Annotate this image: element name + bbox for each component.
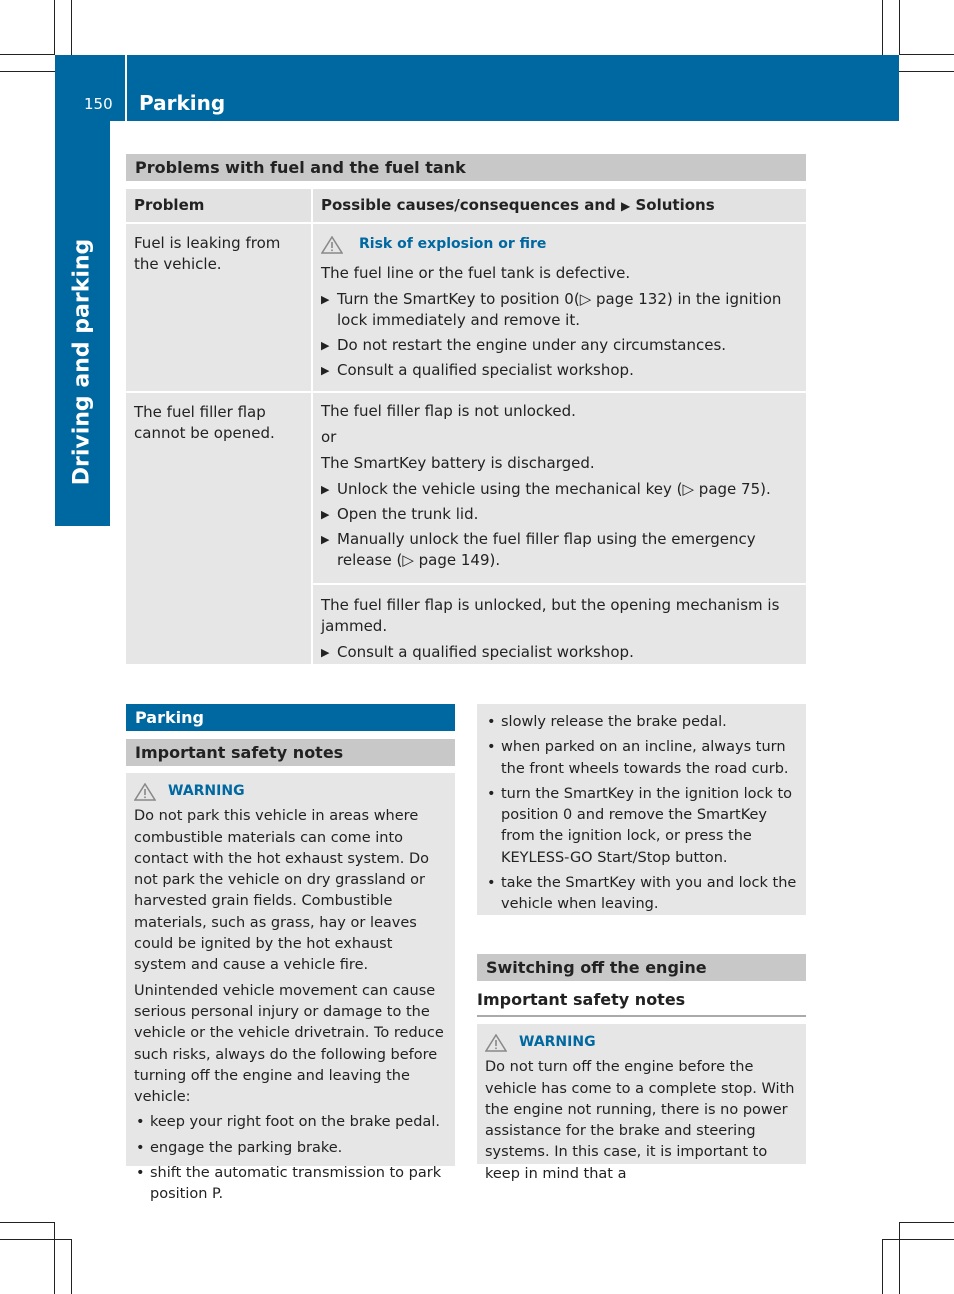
side-tab-label: Driving and parking xyxy=(69,238,95,486)
crop-mark xyxy=(71,0,72,55)
col-header-causes-label: Possible causes/consequences and xyxy=(321,196,616,214)
cause-text: The fuel filler flap is not unlocked. xyxy=(321,402,576,420)
warning-triangle-icon xyxy=(134,783,156,801)
step-text: Turn the SmartKey to position 0(▷ page 132) in the ignition lock immediately and remove it. xyxy=(337,290,782,329)
bullet-text: when parked on an incline, always turn the front wheels towards the road curb. xyxy=(501,739,789,777)
bullet-text: turn the SmartKey in the ignition lock to position 0 and remove the SmartKey from the ignition lock, or press the KEYLESS-GO Start/Stop button. xyxy=(501,785,793,866)
warning-text: Do not turn off the engine before the vehicle has come to a complete stop. With the engine not running, there is no power assistance for the brake and steering systems. In this case, it is important to keep in mind that a xyxy=(485,1059,795,1182)
switching-subtitle: Important safety notes xyxy=(477,990,806,1017)
bullet-text: take the SmartKey with you and lock the vehicle when leaving. xyxy=(501,875,797,913)
page-number: 150 xyxy=(84,95,113,113)
crop-mark xyxy=(882,0,883,55)
solution-block xyxy=(313,393,806,583)
arrow-right-icon: ▶ xyxy=(321,483,330,496)
arrow-right-icon: ▶ xyxy=(321,293,330,306)
arrow-right-icon: ▶ xyxy=(321,508,330,521)
arrow-right-icon: ▶ xyxy=(321,533,330,546)
crop-mark xyxy=(0,71,55,72)
list-item: • shift the automatic transmission to park position P. xyxy=(134,1163,447,1206)
table-header-row xyxy=(126,189,806,222)
crop-mark xyxy=(882,1239,883,1294)
step-text: Do not restart the engine under any circumstances. xyxy=(337,336,727,354)
warning-text: Unintended vehicle movement can cause serious personal injury or damage to the vehicle or the vehicle drivetrain. To reduce such risks, always do the following before turning off the engine and leaving the vehicle: xyxy=(134,982,444,1106)
crop-mark xyxy=(899,0,900,55)
list-item xyxy=(321,335,800,356)
fuel-section-title: Problems with fuel and the fuel tank xyxy=(126,154,806,181)
bullet-text: keep your right foot on the brake pedal. xyxy=(150,1114,440,1131)
step-text: Unlock the vehicle using the mechanical key (▷ page 75). xyxy=(337,480,771,498)
cause-text: The SmartKey battery is discharged. xyxy=(321,454,595,472)
list-item xyxy=(321,360,800,381)
list-item: • when parked on an incline, always turn the front wheels towards the road curb. xyxy=(485,737,798,780)
crop-mark xyxy=(71,1239,72,1294)
list-item: • keep your right foot on the brake pedal. xyxy=(134,1112,447,1133)
crop-mark xyxy=(899,71,954,72)
list-item xyxy=(321,529,800,571)
warning-triangle-icon xyxy=(485,1034,507,1052)
bullet-text: shift the automatic transmission to park position P. xyxy=(150,1165,442,1203)
crop-mark xyxy=(0,1222,55,1223)
list-item: • turn the SmartKey in the ignition lock to position 0 and remove the SmartKey from the ignition lock, or press the KEYLESS-GO Start/Stop button. xyxy=(485,784,798,869)
cause-text: The fuel filler flap is unlocked, but the opening mechanism is jammed. xyxy=(321,596,780,635)
cause-text: The fuel line or the fuel tank is defective. xyxy=(321,264,631,282)
switching-warning-box xyxy=(477,1024,806,1182)
crop-mark xyxy=(899,1222,954,1223)
parking-warning-continued xyxy=(477,704,806,915)
list-item: • slowly release the brake pedal. xyxy=(485,712,798,733)
crop-mark xyxy=(54,1222,55,1294)
col-header-causes xyxy=(313,189,806,222)
warning-label: WARNING xyxy=(519,1034,596,1050)
parking-subtitle: Important safety notes xyxy=(126,739,455,766)
header-divider xyxy=(125,55,127,121)
col-header-solutions-label: Solutions xyxy=(635,196,715,214)
arrow-right-icon: ▶ xyxy=(321,364,330,377)
switching-section-title: Switching off the engine xyxy=(477,954,806,981)
warning-label: WARNING xyxy=(168,783,245,799)
warning-text: Do not park this vehicle in areas where combustible materials can come into contact with the hot exhaust system. Do not park the vehicle on dry grassland or harvested grain fields. Combustible materials, such as grass, hay or leaves could be ignited by the hot exhaust system and cause a vehicle fire. xyxy=(134,808,430,974)
step-text: Consult a qualified specialist workshop. xyxy=(337,643,634,661)
risk-warning xyxy=(321,234,800,255)
arrow-right-icon: ▶ xyxy=(321,646,330,659)
parking-section-title: Parking xyxy=(126,704,455,731)
list-item xyxy=(321,479,800,500)
solution-cell xyxy=(313,224,806,391)
warning-heading xyxy=(134,781,447,802)
crop-mark xyxy=(899,1222,900,1294)
col-header-problem: Problem xyxy=(126,189,311,222)
crop-mark xyxy=(882,1239,954,1240)
list-item xyxy=(321,289,800,331)
arrow-right-icon: ▶ xyxy=(321,339,330,352)
crop-mark xyxy=(0,1239,72,1240)
step-text: Manually unlock the fuel filler flap using the emergency release (▷ page 149). xyxy=(337,530,756,569)
risk-label: Risk of explosion or fire xyxy=(359,236,547,252)
solution-block xyxy=(313,583,806,675)
problem-cell: The fuel filler flap cannot be opened. xyxy=(126,393,311,664)
table-row xyxy=(126,393,806,664)
solution-cell xyxy=(313,393,806,664)
list-item: • engage the parking brake. xyxy=(134,1138,447,1159)
list-item: • take the SmartKey with you and lock the vehicle when leaving. xyxy=(485,873,798,916)
list-item xyxy=(321,642,800,663)
step-text: Open the trunk lid. xyxy=(337,505,479,523)
fuel-problems-table xyxy=(126,189,806,664)
crop-mark xyxy=(54,0,55,55)
bullet-text: slowly release the brake pedal. xyxy=(501,714,727,730)
crop-mark xyxy=(899,54,954,55)
arrow-right-icon: ▶ xyxy=(621,199,631,213)
step-text: Consult a qualified specialist workshop. xyxy=(337,361,634,379)
or-text: or xyxy=(321,428,337,446)
warning-heading xyxy=(485,1032,798,1053)
problem-cell: Fuel is leaking from the vehicle. xyxy=(126,224,311,391)
page-header xyxy=(55,55,899,121)
warning-triangle-icon xyxy=(321,236,343,254)
list-item xyxy=(321,504,800,525)
crop-mark xyxy=(0,54,55,55)
table-row xyxy=(126,224,806,391)
parking-warning-box xyxy=(126,773,455,1203)
bullet-text: engage the parking brake. xyxy=(150,1139,343,1156)
header-title: Parking xyxy=(139,91,226,115)
